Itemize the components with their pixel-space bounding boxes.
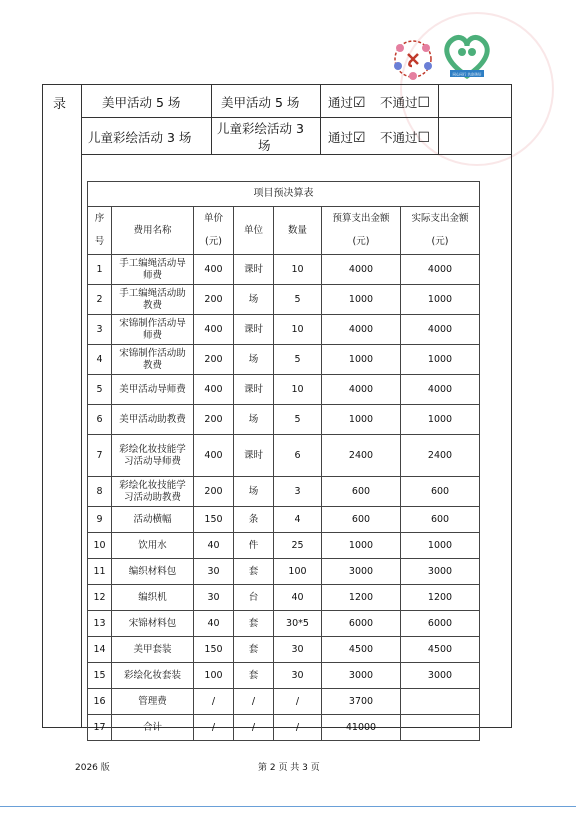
cell-price: 200 bbox=[194, 405, 234, 435]
cell-budget: 3000 bbox=[322, 663, 401, 689]
cell-name: 管理费 bbox=[112, 689, 194, 715]
activity-left-1: 美甲活动 5 场 bbox=[102, 95, 181, 110]
cell-name: 编织机 bbox=[112, 585, 194, 611]
frame-row-divider-2 bbox=[81, 154, 512, 155]
cell-budget: 1000 bbox=[322, 533, 401, 559]
cell-unit: 场 bbox=[234, 345, 274, 375]
table-row bbox=[88, 507, 480, 533]
cell-actual: 3000 bbox=[401, 559, 480, 585]
table-row bbox=[88, 375, 480, 405]
cell-budget: 4000 bbox=[322, 375, 401, 405]
cell-name: 活动横幅 bbox=[112, 507, 194, 533]
cell-actual: 600 bbox=[401, 477, 480, 507]
cell-unit: 课时 bbox=[234, 375, 274, 405]
fail-option-1 bbox=[380, 93, 430, 111]
cell-actual: 4000 bbox=[401, 375, 480, 405]
cell-unit: 条 bbox=[234, 507, 274, 533]
header-actual: 实际支出金额 (元) bbox=[401, 207, 480, 255]
cell-qty: 30 bbox=[274, 637, 322, 663]
cell-qty: 10 bbox=[274, 315, 322, 345]
frame-left-inner-border bbox=[81, 154, 82, 728]
cell-name: 彩绘化妆技能学习活动助教费 bbox=[112, 477, 194, 507]
table-row bbox=[88, 533, 480, 559]
checked-box-icon[interactable]: ☑ bbox=[353, 130, 366, 146]
cell-name: 美甲套装 bbox=[112, 637, 194, 663]
cell-name: 美甲活动导师费 bbox=[112, 375, 194, 405]
cell-actual: 3000 bbox=[401, 663, 480, 689]
cell-no: 16 bbox=[88, 689, 112, 715]
cell-qty: 40 bbox=[274, 585, 322, 611]
empty-box-icon[interactable]: ☐ bbox=[417, 95, 431, 111]
cell-unit: 套 bbox=[234, 663, 274, 689]
pass-label: 通过 bbox=[328, 130, 354, 145]
cell-price: 150 bbox=[194, 637, 234, 663]
table-row bbox=[88, 255, 480, 285]
cell-qty: 25 bbox=[274, 533, 322, 559]
header-no: 序 号 bbox=[88, 207, 112, 255]
frame-row-divider bbox=[81, 117, 512, 118]
cell-no: 7 bbox=[88, 435, 112, 477]
cell-unit: 场 bbox=[234, 405, 274, 435]
table-row bbox=[88, 715, 480, 741]
header-qty: 数量 bbox=[274, 207, 322, 255]
cell-price: / bbox=[194, 715, 234, 741]
cell-unit: 套 bbox=[234, 559, 274, 585]
cell-actual: 4500 bbox=[401, 637, 480, 663]
activity-left-2: 儿童彩绘活动 3 场 bbox=[88, 130, 192, 145]
cell-price: 200 bbox=[194, 345, 234, 375]
cell-unit: 套 bbox=[234, 637, 274, 663]
cell-no: 10 bbox=[88, 533, 112, 559]
cell-qty: 5 bbox=[274, 405, 322, 435]
cell-actual: 1200 bbox=[401, 585, 480, 611]
table-row bbox=[88, 345, 480, 375]
pass-label: 通过 bbox=[328, 95, 354, 110]
fail-label: 不通过 bbox=[380, 130, 418, 145]
cell-price: 30 bbox=[194, 585, 234, 611]
cell-budget: 4500 bbox=[322, 637, 401, 663]
cell-no: 5 bbox=[88, 375, 112, 405]
cell-qty: 6 bbox=[274, 435, 322, 477]
cell-price: 200 bbox=[194, 285, 234, 315]
table-row bbox=[88, 611, 480, 637]
cell-no: 6 bbox=[88, 405, 112, 435]
cell-no: 2 bbox=[88, 285, 112, 315]
cell-no: 15 bbox=[88, 663, 112, 689]
cell-no: 9 bbox=[88, 507, 112, 533]
header-budget: 预算支出金额 (元) bbox=[322, 207, 401, 255]
cell-budget: 4000 bbox=[322, 315, 401, 345]
cell-qty: 10 bbox=[274, 255, 322, 285]
header-price: 单价 (元) bbox=[194, 207, 234, 255]
cell-unit: / bbox=[234, 689, 274, 715]
cell-budget: 3700 bbox=[322, 689, 401, 715]
cell-budget: 2400 bbox=[322, 435, 401, 477]
table-row bbox=[88, 315, 480, 345]
cell-unit: 课时 bbox=[234, 255, 274, 285]
cell-budget: 1000 bbox=[322, 345, 401, 375]
cell-budget: 1200 bbox=[322, 585, 401, 611]
cell-unit: / bbox=[234, 715, 274, 741]
header-name: 费用名称 bbox=[112, 207, 194, 255]
frame-col-divider-2 bbox=[211, 84, 212, 154]
cell-actual: 1000 bbox=[401, 285, 480, 315]
cell-actual: 2400 bbox=[401, 435, 480, 477]
table-row bbox=[88, 285, 480, 315]
cell-actual bbox=[401, 715, 480, 741]
cell-budget: 1000 bbox=[322, 285, 401, 315]
cell-unit: 套 bbox=[234, 611, 274, 637]
cell-price: 100 bbox=[194, 663, 234, 689]
cell-no: 12 bbox=[88, 585, 112, 611]
cell-name: 手工编绳活动导师费 bbox=[112, 255, 194, 285]
table-row bbox=[88, 585, 480, 611]
activity-right-2-line2: 场 bbox=[258, 138, 271, 153]
cell-unit: 课时 bbox=[234, 315, 274, 345]
cell-name: 饮用水 bbox=[112, 533, 194, 559]
empty-box-icon[interactable]: ☐ bbox=[417, 130, 431, 146]
cell-qty: 30*5 bbox=[274, 611, 322, 637]
table-row bbox=[88, 663, 480, 689]
cell-price: 150 bbox=[194, 507, 234, 533]
budget-table bbox=[87, 181, 480, 741]
cell-price: 400 bbox=[194, 255, 234, 285]
cell-budget: 600 bbox=[322, 477, 401, 507]
cell-name: 宋锦制作活动导师费 bbox=[112, 315, 194, 345]
section-label: 录 bbox=[53, 97, 67, 112]
cell-budget: 6000 bbox=[322, 611, 401, 637]
pass-option-1 bbox=[328, 93, 366, 111]
cell-price: 40 bbox=[194, 533, 234, 559]
cell-actual: 600 bbox=[401, 507, 480, 533]
table-header-row bbox=[88, 207, 480, 255]
activity-right-1: 美甲活动 5 场 bbox=[221, 95, 300, 110]
cell-actual: 4000 bbox=[401, 315, 480, 345]
cell-budget: 41000 bbox=[322, 715, 401, 741]
cell-qty: / bbox=[274, 689, 322, 715]
table-row bbox=[88, 405, 480, 435]
cell-name: 编织材料包 bbox=[112, 559, 194, 585]
cell-qty: 100 bbox=[274, 559, 322, 585]
community-heart-logo bbox=[440, 30, 494, 82]
table-row bbox=[88, 559, 480, 585]
cell-no: 1 bbox=[88, 255, 112, 285]
cell-name: 彩绘化妆技能学习活动导师费 bbox=[112, 435, 194, 477]
cell-unit: 件 bbox=[234, 533, 274, 559]
cell-name: 彩绘化妆套装 bbox=[112, 663, 194, 689]
fail-option-2 bbox=[380, 128, 430, 146]
cell-no: 14 bbox=[88, 637, 112, 663]
cell-budget: 1000 bbox=[322, 405, 401, 435]
table-title: 项目预决算表 bbox=[88, 182, 480, 207]
cell-no: 3 bbox=[88, 315, 112, 345]
cell-unit: 课时 bbox=[234, 435, 274, 477]
cell-qty: 3 bbox=[274, 477, 322, 507]
fail-label: 不通过 bbox=[380, 95, 418, 110]
table-row bbox=[88, 689, 480, 715]
table-row bbox=[88, 637, 480, 663]
cell-name: 合计 bbox=[112, 715, 194, 741]
svg-text:同心同行 共创美好: 同心同行 共创美好 bbox=[452, 72, 482, 77]
version-label: 2026 版 bbox=[75, 763, 110, 773]
cell-actual: 4000 bbox=[401, 255, 480, 285]
cell-price: 400 bbox=[194, 435, 234, 477]
frame-col-divider-4 bbox=[438, 84, 439, 154]
cell-price: 400 bbox=[194, 375, 234, 405]
cell-name: 宋锦材料包 bbox=[112, 611, 194, 637]
cell-price: / bbox=[194, 689, 234, 715]
cell-price: 40 bbox=[194, 611, 234, 637]
page-number: 第 2 页 共 3 页 bbox=[258, 763, 320, 773]
cell-name: 宋锦制作活动助教费 bbox=[112, 345, 194, 375]
cell-no: 13 bbox=[88, 611, 112, 637]
cell-qty: 30 bbox=[274, 663, 322, 689]
cell-budget: 600 bbox=[322, 507, 401, 533]
cell-price: 200 bbox=[194, 477, 234, 507]
cell-price: 30 bbox=[194, 559, 234, 585]
cell-budget: 3000 bbox=[322, 559, 401, 585]
cell-actual: 1000 bbox=[401, 533, 480, 559]
cell-no: 17 bbox=[88, 715, 112, 741]
cell-unit: 台 bbox=[234, 585, 274, 611]
cell-unit: 场 bbox=[234, 285, 274, 315]
party-flower-logo bbox=[388, 34, 438, 84]
header-unit: 单位 bbox=[234, 207, 274, 255]
cell-price: 400 bbox=[194, 315, 234, 345]
cell-name: 美甲活动助教费 bbox=[112, 405, 194, 435]
cell-qty: 10 bbox=[274, 375, 322, 405]
table-row bbox=[88, 477, 480, 507]
cell-no: 11 bbox=[88, 559, 112, 585]
cell-unit: 场 bbox=[234, 477, 274, 507]
cell-actual: 6000 bbox=[401, 611, 480, 637]
cell-actual bbox=[401, 689, 480, 715]
pass-option-2 bbox=[328, 128, 366, 146]
checked-box-icon[interactable]: ☑ bbox=[353, 95, 366, 111]
bottom-rule bbox=[0, 806, 576, 807]
cell-actual: 1000 bbox=[401, 405, 480, 435]
cell-qty: / bbox=[274, 715, 322, 741]
cell-name: 手工编绳活动助教费 bbox=[112, 285, 194, 315]
frame-col-divider-3 bbox=[320, 84, 321, 154]
cell-qty: 5 bbox=[274, 285, 322, 315]
cell-qty: 4 bbox=[274, 507, 322, 533]
cell-budget: 4000 bbox=[322, 255, 401, 285]
cell-qty: 5 bbox=[274, 345, 322, 375]
table-row bbox=[88, 435, 480, 477]
cell-no: 8 bbox=[88, 477, 112, 507]
activity-right-2-line1: 儿童彩绘活动 3 bbox=[217, 121, 304, 136]
cell-actual: 1000 bbox=[401, 345, 480, 375]
cell-no: 4 bbox=[88, 345, 112, 375]
